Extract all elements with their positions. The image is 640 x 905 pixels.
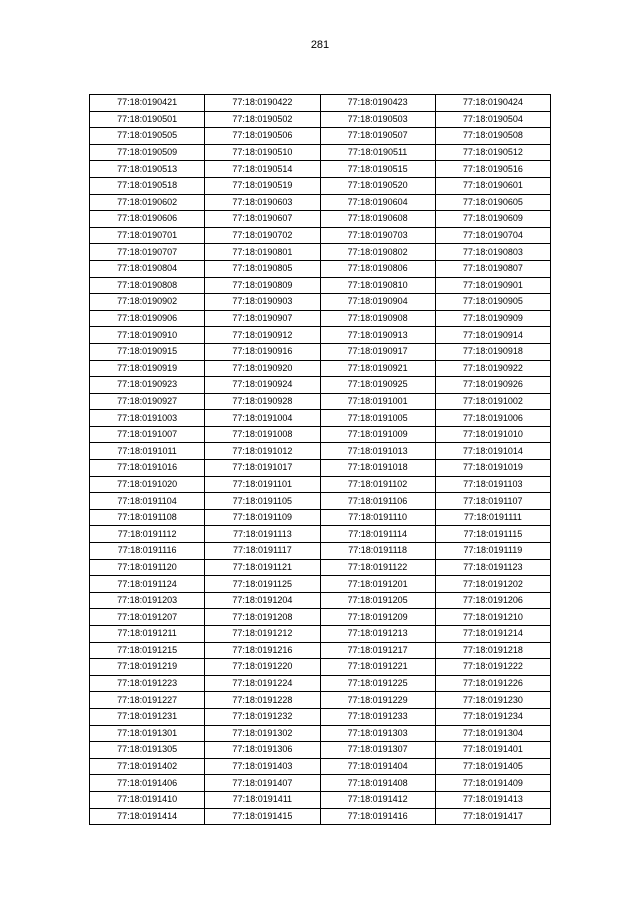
table-cell: 77:18:0191018 (320, 460, 435, 477)
table-cell: 77:18:0191208 (205, 609, 320, 626)
table-cell: 77:18:0191108 (90, 509, 205, 526)
table-row (90, 742, 551, 759)
table-cell: 77:18:0190507 (320, 128, 435, 145)
table-cell: 77:18:0190606 (90, 211, 205, 228)
table-cell: 77:18:0191232 (205, 708, 320, 725)
table-row (90, 211, 551, 228)
table-cell: 77:18:0191201 (320, 576, 435, 593)
table-cell: 77:18:0191119 (435, 543, 550, 560)
table-cell: 77:18:0191221 (320, 659, 435, 676)
table-cell: 77:18:0190603 (205, 194, 320, 211)
table-cell: 77:18:0190506 (205, 128, 320, 145)
table-cell: 77:18:0191228 (205, 692, 320, 709)
table-cell: 77:18:0190424 (435, 95, 550, 112)
table-cell: 77:18:0191204 (205, 592, 320, 609)
table-cell: 77:18:0191222 (435, 659, 550, 676)
table-cell: 77:18:0191103 (435, 476, 550, 493)
table-row (90, 244, 551, 261)
table-cell: 77:18:0190908 (320, 310, 435, 327)
table-cell: 77:18:0190604 (320, 194, 435, 211)
table-cell: 77:18:0190919 (90, 360, 205, 377)
table-cell: 77:18:0191407 (205, 775, 320, 792)
table-row (90, 360, 551, 377)
table-cell: 77:18:0190805 (205, 260, 320, 277)
table-cell: 77:18:0190810 (320, 277, 435, 294)
table-row (90, 708, 551, 725)
table-cell: 77:18:0190422 (205, 95, 320, 112)
table-cell: 77:18:0191227 (90, 692, 205, 709)
table-cell: 77:18:0191215 (90, 642, 205, 659)
table-cell: 77:18:0191123 (435, 559, 550, 576)
table-cell: 77:18:0191116 (90, 543, 205, 560)
table-cell: 77:18:0190906 (90, 310, 205, 327)
table-cell: 77:18:0191109 (205, 509, 320, 526)
table-cell: 77:18:0191105 (205, 493, 320, 510)
table-cell: 77:18:0190905 (435, 294, 550, 311)
table-cell: 77:18:0190920 (205, 360, 320, 377)
table-cell: 77:18:0191406 (90, 775, 205, 792)
table-cell: 77:18:0190504 (435, 111, 550, 128)
table-cell: 77:18:0191223 (90, 675, 205, 692)
table-cell: 77:18:0191124 (90, 576, 205, 593)
table-cell: 77:18:0191216 (205, 642, 320, 659)
table-cell: 77:18:0191006 (435, 410, 550, 427)
table-cell: 77:18:0190602 (90, 194, 205, 211)
table-cell: 77:18:0191017 (205, 460, 320, 477)
table-row (90, 327, 551, 344)
table-cell: 77:18:0191402 (90, 758, 205, 775)
table-cell: 77:18:0191233 (320, 708, 435, 725)
table-cell: 77:18:0191220 (205, 659, 320, 676)
table-cell: 77:18:0191117 (205, 543, 320, 560)
table-row (90, 460, 551, 477)
table-cell: 77:18:0191416 (320, 808, 435, 825)
table-cell: 77:18:0190923 (90, 377, 205, 394)
table-cell: 77:18:0191224 (205, 675, 320, 692)
table-cell: 77:18:0190704 (435, 227, 550, 244)
table-row (90, 177, 551, 194)
table-cell: 77:18:0191203 (90, 592, 205, 609)
table-row (90, 675, 551, 692)
table-row (90, 443, 551, 460)
table-row (90, 609, 551, 626)
table-cell: 77:18:0191231 (90, 708, 205, 725)
table-cell: 77:18:0191414 (90, 808, 205, 825)
table-row (90, 775, 551, 792)
table-cell: 77:18:0190901 (435, 277, 550, 294)
table-cell: 77:18:0190807 (435, 260, 550, 277)
table-cell: 77:18:0191005 (320, 410, 435, 427)
table-cell: 77:18:0190907 (205, 310, 320, 327)
table-cell: 77:18:0191211 (90, 626, 205, 643)
table-cell: 77:18:0191121 (205, 559, 320, 576)
table-cell: 77:18:0190703 (320, 227, 435, 244)
table-cell: 77:18:0191225 (320, 675, 435, 692)
table-cell: 77:18:0190701 (90, 227, 205, 244)
table-cell: 77:18:0191013 (320, 443, 435, 460)
table-cell: 77:18:0191122 (320, 559, 435, 576)
table-row (90, 758, 551, 775)
table-cell: 77:18:0190926 (435, 377, 550, 394)
table-cell: 77:18:0190925 (320, 377, 435, 394)
table-cell: 77:18:0190809 (205, 277, 320, 294)
table-cell: 77:18:0191107 (435, 493, 550, 510)
table-cell: 77:18:0191403 (205, 758, 320, 775)
table-cell: 77:18:0191114 (320, 526, 435, 543)
table-cell: 77:18:0190510 (205, 144, 320, 161)
table-cell: 77:18:0190609 (435, 211, 550, 228)
table-row (90, 377, 551, 394)
table-cell: 77:18:0190608 (320, 211, 435, 228)
table-cell: 77:18:0190904 (320, 294, 435, 311)
table-cell: 77:18:0191401 (435, 742, 550, 759)
table-cell: 77:18:0191413 (435, 791, 550, 808)
table-cell: 77:18:0191303 (320, 725, 435, 742)
table-cell: 77:18:0190912 (205, 327, 320, 344)
table-cell: 77:18:0190509 (90, 144, 205, 161)
table-cell: 77:18:0191020 (90, 476, 205, 493)
table-cell: 77:18:0190915 (90, 343, 205, 360)
table-cell: 77:18:0191110 (320, 509, 435, 526)
table-cell: 77:18:0190421 (90, 95, 205, 112)
table-cell: 77:18:0191019 (435, 460, 550, 477)
table-row (90, 260, 551, 277)
table-row (90, 576, 551, 593)
table-cell: 77:18:0190928 (205, 393, 320, 410)
table-cell: 77:18:0191112 (90, 526, 205, 543)
table-cell: 77:18:0190808 (90, 277, 205, 294)
table-row (90, 161, 551, 178)
table-cell: 77:18:0191417 (435, 808, 550, 825)
table-cell: 77:18:0191014 (435, 443, 550, 460)
table-cell: 77:18:0191003 (90, 410, 205, 427)
table-cell: 77:18:0190502 (205, 111, 320, 128)
table-cell: 77:18:0191101 (205, 476, 320, 493)
table-cell: 77:18:0191012 (205, 443, 320, 460)
table-cell: 77:18:0190512 (435, 144, 550, 161)
table-row (90, 194, 551, 211)
table-cell: 77:18:0191213 (320, 626, 435, 643)
table-row (90, 659, 551, 676)
table-cell: 77:18:0190910 (90, 327, 205, 344)
table-cell: 77:18:0190607 (205, 211, 320, 228)
table-cell: 77:18:0191212 (205, 626, 320, 643)
table-cell: 77:18:0191002 (435, 393, 550, 410)
table-cell: 77:18:0191307 (320, 742, 435, 759)
table-cell: 77:18:0191118 (320, 543, 435, 560)
table-cell: 77:18:0191207 (90, 609, 205, 626)
table-cell: 77:18:0191106 (320, 493, 435, 510)
table-cell: 77:18:0190515 (320, 161, 435, 178)
table-cell: 77:18:0190519 (205, 177, 320, 194)
table-cell: 77:18:0191226 (435, 675, 550, 692)
page-number: 281 (310, 39, 330, 51)
table-cell: 77:18:0190801 (205, 244, 320, 261)
table-row (90, 111, 551, 128)
table-cell: 77:18:0191404 (320, 758, 435, 775)
table-cell: 77:18:0191409 (435, 775, 550, 792)
table-cell: 77:18:0191302 (205, 725, 320, 742)
table-cell: 77:18:0191125 (205, 576, 320, 593)
table-cell: 77:18:0190916 (205, 343, 320, 360)
table-cell: 77:18:0190423 (320, 95, 435, 112)
table-cell: 77:18:0191111 (435, 509, 550, 526)
table-cell: 77:18:0190802 (320, 244, 435, 261)
table-cell: 77:18:0190605 (435, 194, 550, 211)
table-row (90, 592, 551, 609)
table-cell: 77:18:0191301 (90, 725, 205, 742)
table-body (90, 95, 551, 825)
table-cell: 77:18:0191102 (320, 476, 435, 493)
table-cell: 77:18:0190913 (320, 327, 435, 344)
table-cell: 77:18:0191405 (435, 758, 550, 775)
table-cell: 77:18:0190520 (320, 177, 435, 194)
table-row (90, 343, 551, 360)
table-row (90, 808, 551, 825)
table-row (90, 393, 551, 410)
table-cell: 77:18:0190803 (435, 244, 550, 261)
table-cell: 77:18:0190516 (435, 161, 550, 178)
table-cell: 77:18:0191219 (90, 659, 205, 676)
table-cell: 77:18:0191008 (205, 426, 320, 443)
table-cell: 77:18:0191009 (320, 426, 435, 443)
table-cell: 77:18:0191214 (435, 626, 550, 643)
table-row (90, 310, 551, 327)
table-cell: 77:18:0190511 (320, 144, 435, 161)
table-cell: 77:18:0190909 (435, 310, 550, 327)
table-row (90, 626, 551, 643)
table-cell: 77:18:0191415 (205, 808, 320, 825)
table-cell: 77:18:0190927 (90, 393, 205, 410)
table-cell: 77:18:0191234 (435, 708, 550, 725)
table-row (90, 426, 551, 443)
table-cell: 77:18:0191230 (435, 692, 550, 709)
table-cell: 77:18:0191209 (320, 609, 435, 626)
table-row (90, 277, 551, 294)
table-cell: 77:18:0190903 (205, 294, 320, 311)
table-row (90, 642, 551, 659)
table-cell: 77:18:0190707 (90, 244, 205, 261)
table-cell: 77:18:0191408 (320, 775, 435, 792)
table-cell: 77:18:0191001 (320, 393, 435, 410)
table-cell: 77:18:0190513 (90, 161, 205, 178)
table-cell: 77:18:0191305 (90, 742, 205, 759)
table-row (90, 493, 551, 510)
table-cell: 77:18:0191010 (435, 426, 550, 443)
table-row (90, 294, 551, 311)
table-cell: 77:18:0191011 (90, 443, 205, 460)
table-cell: 77:18:0191004 (205, 410, 320, 427)
table-cell: 77:18:0191218 (435, 642, 550, 659)
table-row (90, 725, 551, 742)
table-cell: 77:18:0190921 (320, 360, 435, 377)
table-cell: 77:18:0191205 (320, 592, 435, 609)
table-cell: 77:18:0190501 (90, 111, 205, 128)
table-row (90, 791, 551, 808)
table-row (90, 559, 551, 576)
table-cell: 77:18:0190514 (205, 161, 320, 178)
table-cell: 77:18:0191202 (435, 576, 550, 593)
table-cell: 77:18:0191410 (90, 791, 205, 808)
table-cell: 77:18:0190922 (435, 360, 550, 377)
table-cell: 77:18:0190518 (90, 177, 205, 194)
table-cell: 77:18:0190505 (90, 128, 205, 145)
table-row (90, 509, 551, 526)
table-cell: 77:18:0190804 (90, 260, 205, 277)
table-row (90, 144, 551, 161)
table-cell: 77:18:0191007 (90, 426, 205, 443)
table-cell: 77:18:0191229 (320, 692, 435, 709)
table-cell: 77:18:0190503 (320, 111, 435, 128)
table-cell: 77:18:0191206 (435, 592, 550, 609)
table-cell: 77:18:0191306 (205, 742, 320, 759)
table-cell: 77:18:0191411 (205, 791, 320, 808)
table-row (90, 128, 551, 145)
table-row (90, 476, 551, 493)
table-row (90, 526, 551, 543)
table-cell: 77:18:0191210 (435, 609, 550, 626)
table-cell: 77:18:0190924 (205, 377, 320, 394)
table-row (90, 692, 551, 709)
table-cell: 77:18:0191412 (320, 791, 435, 808)
table-cell: 77:18:0190508 (435, 128, 550, 145)
table-cell: 77:18:0190702 (205, 227, 320, 244)
table-row (90, 95, 551, 112)
table-cell: 77:18:0191115 (435, 526, 550, 543)
table-cell: 77:18:0191217 (320, 642, 435, 659)
table-cell: 77:18:0190902 (90, 294, 205, 311)
table-cell: 77:18:0190918 (435, 343, 550, 360)
table-cell: 77:18:0191304 (435, 725, 550, 742)
table-cell: 77:18:0191120 (90, 559, 205, 576)
table-cell: 77:18:0191113 (205, 526, 320, 543)
cadastral-number-table (89, 94, 551, 825)
table-row (90, 227, 551, 244)
table-cell: 77:18:0190917 (320, 343, 435, 360)
table-cell: 77:18:0191104 (90, 493, 205, 510)
table-cell: 77:18:0190806 (320, 260, 435, 277)
table-cell: 77:18:0191016 (90, 460, 205, 477)
table-cell: 77:18:0190601 (435, 177, 550, 194)
table-cell: 77:18:0190914 (435, 327, 550, 344)
table-row (90, 543, 551, 560)
table-row (90, 410, 551, 427)
